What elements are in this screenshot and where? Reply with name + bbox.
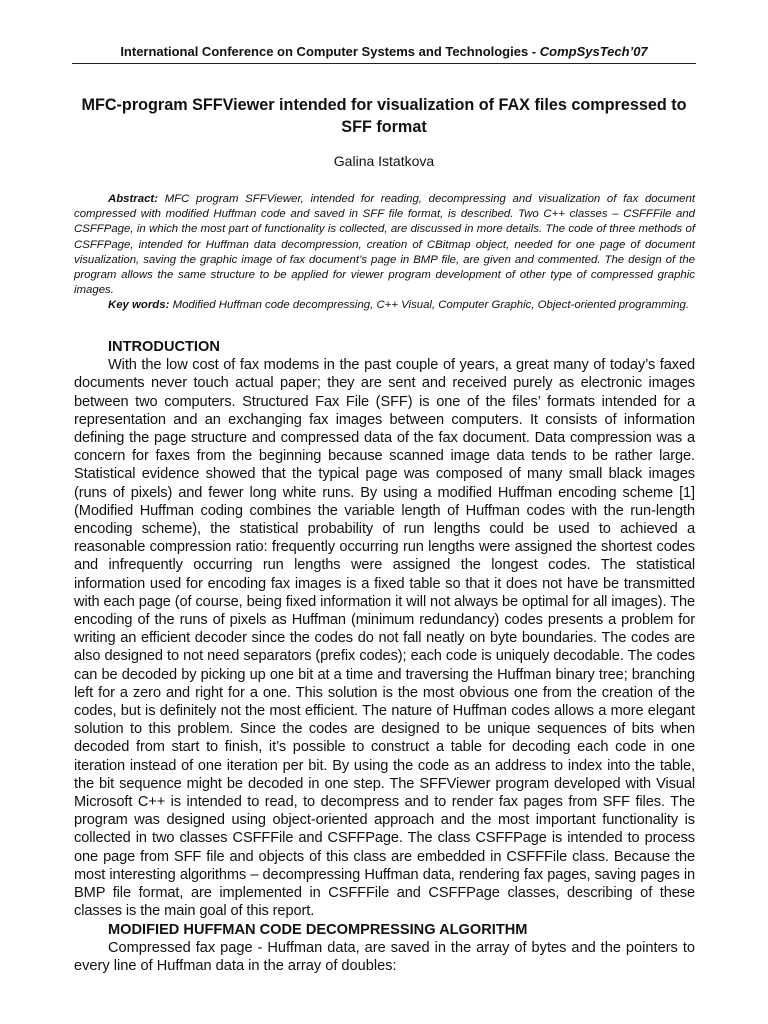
keywords-text: Modified Huffman code decompressing, C++ Visual, Computer Graphic, Object-oriented programming. [172,299,689,312]
mh-algorithm-paragraph: Compressed fax page - Huffman data, are saved in the array of bytes and the pointers to every line of Huffman data in the array of doubles: [74,939,695,974]
mh-algorithm-heading: MODIFIED HUFFMAN CODE DECOMPRESSING ALGORITHM [108,921,528,938]
conference-short-name: CompSysTech’07 [539,44,648,59]
introduction-paragraph: With the low cost of fax modems in the past couple of years, a great many of today’s faxed documents never touch actual paper; they are sent and received purely as electronic images between two computers. Structured Fax File (SFF) is one of the files’ formats intended for a representation and an exchanging fax images between computers. It consists of information defining the page structure and compressed data of the fax document. Data compression was a concern for faxes from the beginning because scanned image data tends to be rather large. Statistical evidence showed that the typical page was composed of many small black images (runs of pixels) and fewer long white runs. By using a modified Huffman encoding scheme [1] (Modified Huffman coding combines the variable length of Huffman codes with the run-length encoding scheme), the statistical probability of run lengths could be used to achieved a reasonable compression ratio: frequently occurring run lengths were assigned the shortest codes and infrequently occurring run lengths were assigned the longest codes. The statistical information used for encoding fax images is a fixed table so that it does not have be transmitted with each page (of course, being fixed information it will not always be optimal for all images). The encoding of the runs of pixels as Huffman (minimum redundancy) codes presents a problem for writing an efficient decoder since the codes do not fall neatly on byte boundaries. The codes are also designed to not need separators (prefix codes); each code is uniquely decodable. The codes can be decoded by picking up one bit at a time and traversing the Huffman binary tree; branching left for a zero and right for a one. This solution is the most obvious one from the creation of the codes, but is definitely not the most efficient. The nature of Huffman codes allows a more elegant solution to this problem. Since the codes are designed to be unique sequences of bits when decoded from start to finish, it’s possible to construct a table for decoding each code in one iteration instead of one iteration per bit. By using the code as an address to index into the table, the bit sequence might be decoded in one step. The SFFViewer program developed with Visual Microsoft C++ is intended to read, to decompress and to render fax pages from SFF files. The program was designed using object-oriented approach and the most important functionality is collected in two classes CSFFFile and CSFFPage. The class CSFFPage is intended to process one page from SFF file and objects of this class are embedded in CSFFFile class. Because the most interesting algorithms – decompressing Huffman data, rendering fax pages, saving pages in BMP file format, are implemented in CSFFFile and CSFFPage classes, describing of these classes is the main goal of this report. [74,357,695,920]
keywords-paragraph [74,298,695,313]
abstract-paragraph [74,192,695,298]
keywords-label: Key words: [108,299,170,312]
conference-name: International Conference on Computer Systems and Technologies - [120,44,537,59]
header-rule [72,63,696,64]
abstract-text: MFC program SFFViewer, intended for reading, decompressing and visualization of fax document compressed with modified Huffman code and saved in SFF file format, is described. Two C++ classes – CSFFFile and CSFFPage, in which the most part of functionality is collected, are discussed in more details. The code of three methods of CSFFPage, intended for Huffman data decompression, creation of CBitmap object, needed for one page of document visualization, saving the graphic image of fax document’s page in BMP file, are given and commented. The design of the program allows the same structure to be applied for viewer program development of other type of compressed graphic images. [74,193,695,297]
introduction-heading: INTRODUCTION [108,339,220,355]
abstract-label: Abstract: [108,193,159,205]
paper-author: Galina Istatkova [333,153,435,169]
paper-title: MFC-program SFFViewer intended for visualization of FAX files compressed to SFF format [81,96,687,136]
running-header [72,44,696,59]
abstract-block [74,192,695,314]
body-text [74,338,695,975]
